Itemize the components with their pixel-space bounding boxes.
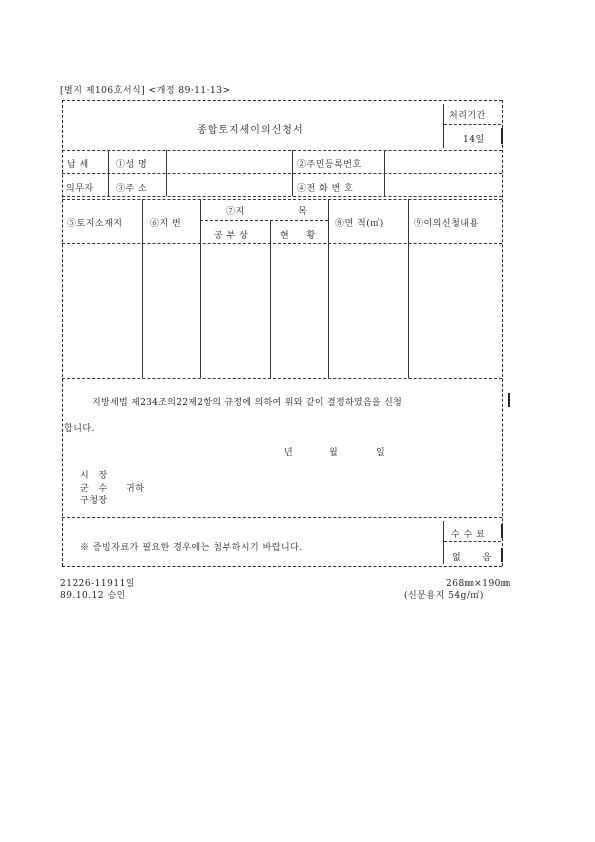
applicant-col-3 <box>292 150 293 196</box>
phone-label: ④전 화 번 호 <box>297 184 354 194</box>
fee-label: 수 수 료 <box>451 530 486 540</box>
resident-id-label: ②주민등록번호 <box>297 160 362 170</box>
paper-spec: (신문용지 54g/㎡) <box>404 591 484 601</box>
form-title: 종합토지세이의신청서 <box>197 125 304 136</box>
land-type-header: ⑦지 목 <box>226 207 308 217</box>
frame-right-border <box>502 100 503 566</box>
frame-left-border <box>62 100 63 566</box>
applicant-middle-line <box>62 173 502 174</box>
form-code: 21226-11911일 <box>60 579 135 589</box>
resident-id-field[interactable] <box>390 157 495 169</box>
fee-value: 없 음 <box>452 553 492 563</box>
land-location-header: ⑤토지소재지 <box>67 219 123 229</box>
applicant-col-4 <box>384 150 385 196</box>
frame-bottom-border <box>62 566 502 567</box>
official-record-header: 공 부 상 <box>214 231 249 241</box>
recipient-suffix: 귀하 <box>126 484 145 494</box>
date-month: 월 <box>329 448 339 458</box>
date-year: 년 <box>284 448 294 458</box>
name-field[interactable] <box>172 157 287 169</box>
table-col-3 <box>270 221 271 378</box>
lot-number-header: ⑥지 번 <box>150 219 182 229</box>
table-col-4 <box>328 199 329 378</box>
footer-top-line <box>62 517 502 518</box>
applicant-bottom-line <box>62 196 502 197</box>
statement-right-mark <box>508 393 510 407</box>
recipient-district: 구청장 <box>80 496 108 506</box>
table-header-bottom-line <box>62 243 502 244</box>
lot-number-cell[interactable] <box>144 246 198 376</box>
form-size: 268㎜×190㎜ <box>446 579 511 589</box>
address-field[interactable] <box>172 181 287 193</box>
statement-line-2: 합니다. <box>64 424 95 434</box>
form-header-note: [별지 제106호서식] <개정 89·11·13> <box>60 86 231 96</box>
official-record-cell[interactable] <box>202 246 268 376</box>
table-top-line <box>62 199 502 200</box>
table-bottom-line <box>62 378 502 379</box>
area-cell[interactable] <box>330 246 406 376</box>
recipient-mayor: 시 장 <box>80 471 108 481</box>
table-col-2 <box>200 199 201 378</box>
taxpayer-label-2: 의무자 <box>66 184 94 194</box>
fee-divider <box>444 541 501 542</box>
table-col-1 <box>142 199 143 378</box>
applicant-col-2 <box>166 150 167 196</box>
processing-label: 처리기간 <box>449 111 486 121</box>
phone-field[interactable] <box>390 181 495 193</box>
approval-date: 89.10.12 승인 <box>60 591 126 601</box>
applicant-top-line <box>62 150 502 151</box>
objection-content-cell[interactable] <box>410 246 500 376</box>
statement-line-1: 지방세법 제234조의22제2항의 규정에 의하여 위와 같이 결정하였음을 신청 <box>92 398 403 408</box>
processing-value: 14일 <box>463 135 485 145</box>
applicant-col-1 <box>108 150 109 196</box>
fee-box-right-top <box>501 524 503 538</box>
address-label: ③주 소 <box>116 184 148 194</box>
actual-status-cell[interactable] <box>272 246 326 376</box>
area-header: ⑧면 적(㎡) <box>335 219 384 229</box>
processing-divider <box>444 124 501 125</box>
processing-box-left <box>443 104 444 148</box>
taxpayer-label-1: 납 세 <box>67 160 89 170</box>
table-col-5 <box>408 199 409 378</box>
land-type-subline <box>200 220 328 221</box>
frame-top-border <box>62 100 502 101</box>
actual-status-header: 현 황 <box>280 231 316 241</box>
date-day: 일 <box>376 448 386 458</box>
objection-content-header: ⑨이의신청내용 <box>414 219 479 229</box>
supporting-docs-notice: ※ 증빙자료가 필요한 경우에는 첨부하시기 바랍니다. <box>80 543 303 553</box>
land-location-cell[interactable] <box>64 246 140 376</box>
fee-box-right-bottom <box>501 548 503 562</box>
fee-box-left <box>443 521 444 564</box>
recipient-county: 군 수 <box>80 484 108 494</box>
processing-box-right <box>501 128 503 144</box>
name-label: ①성 명 <box>116 160 148 170</box>
